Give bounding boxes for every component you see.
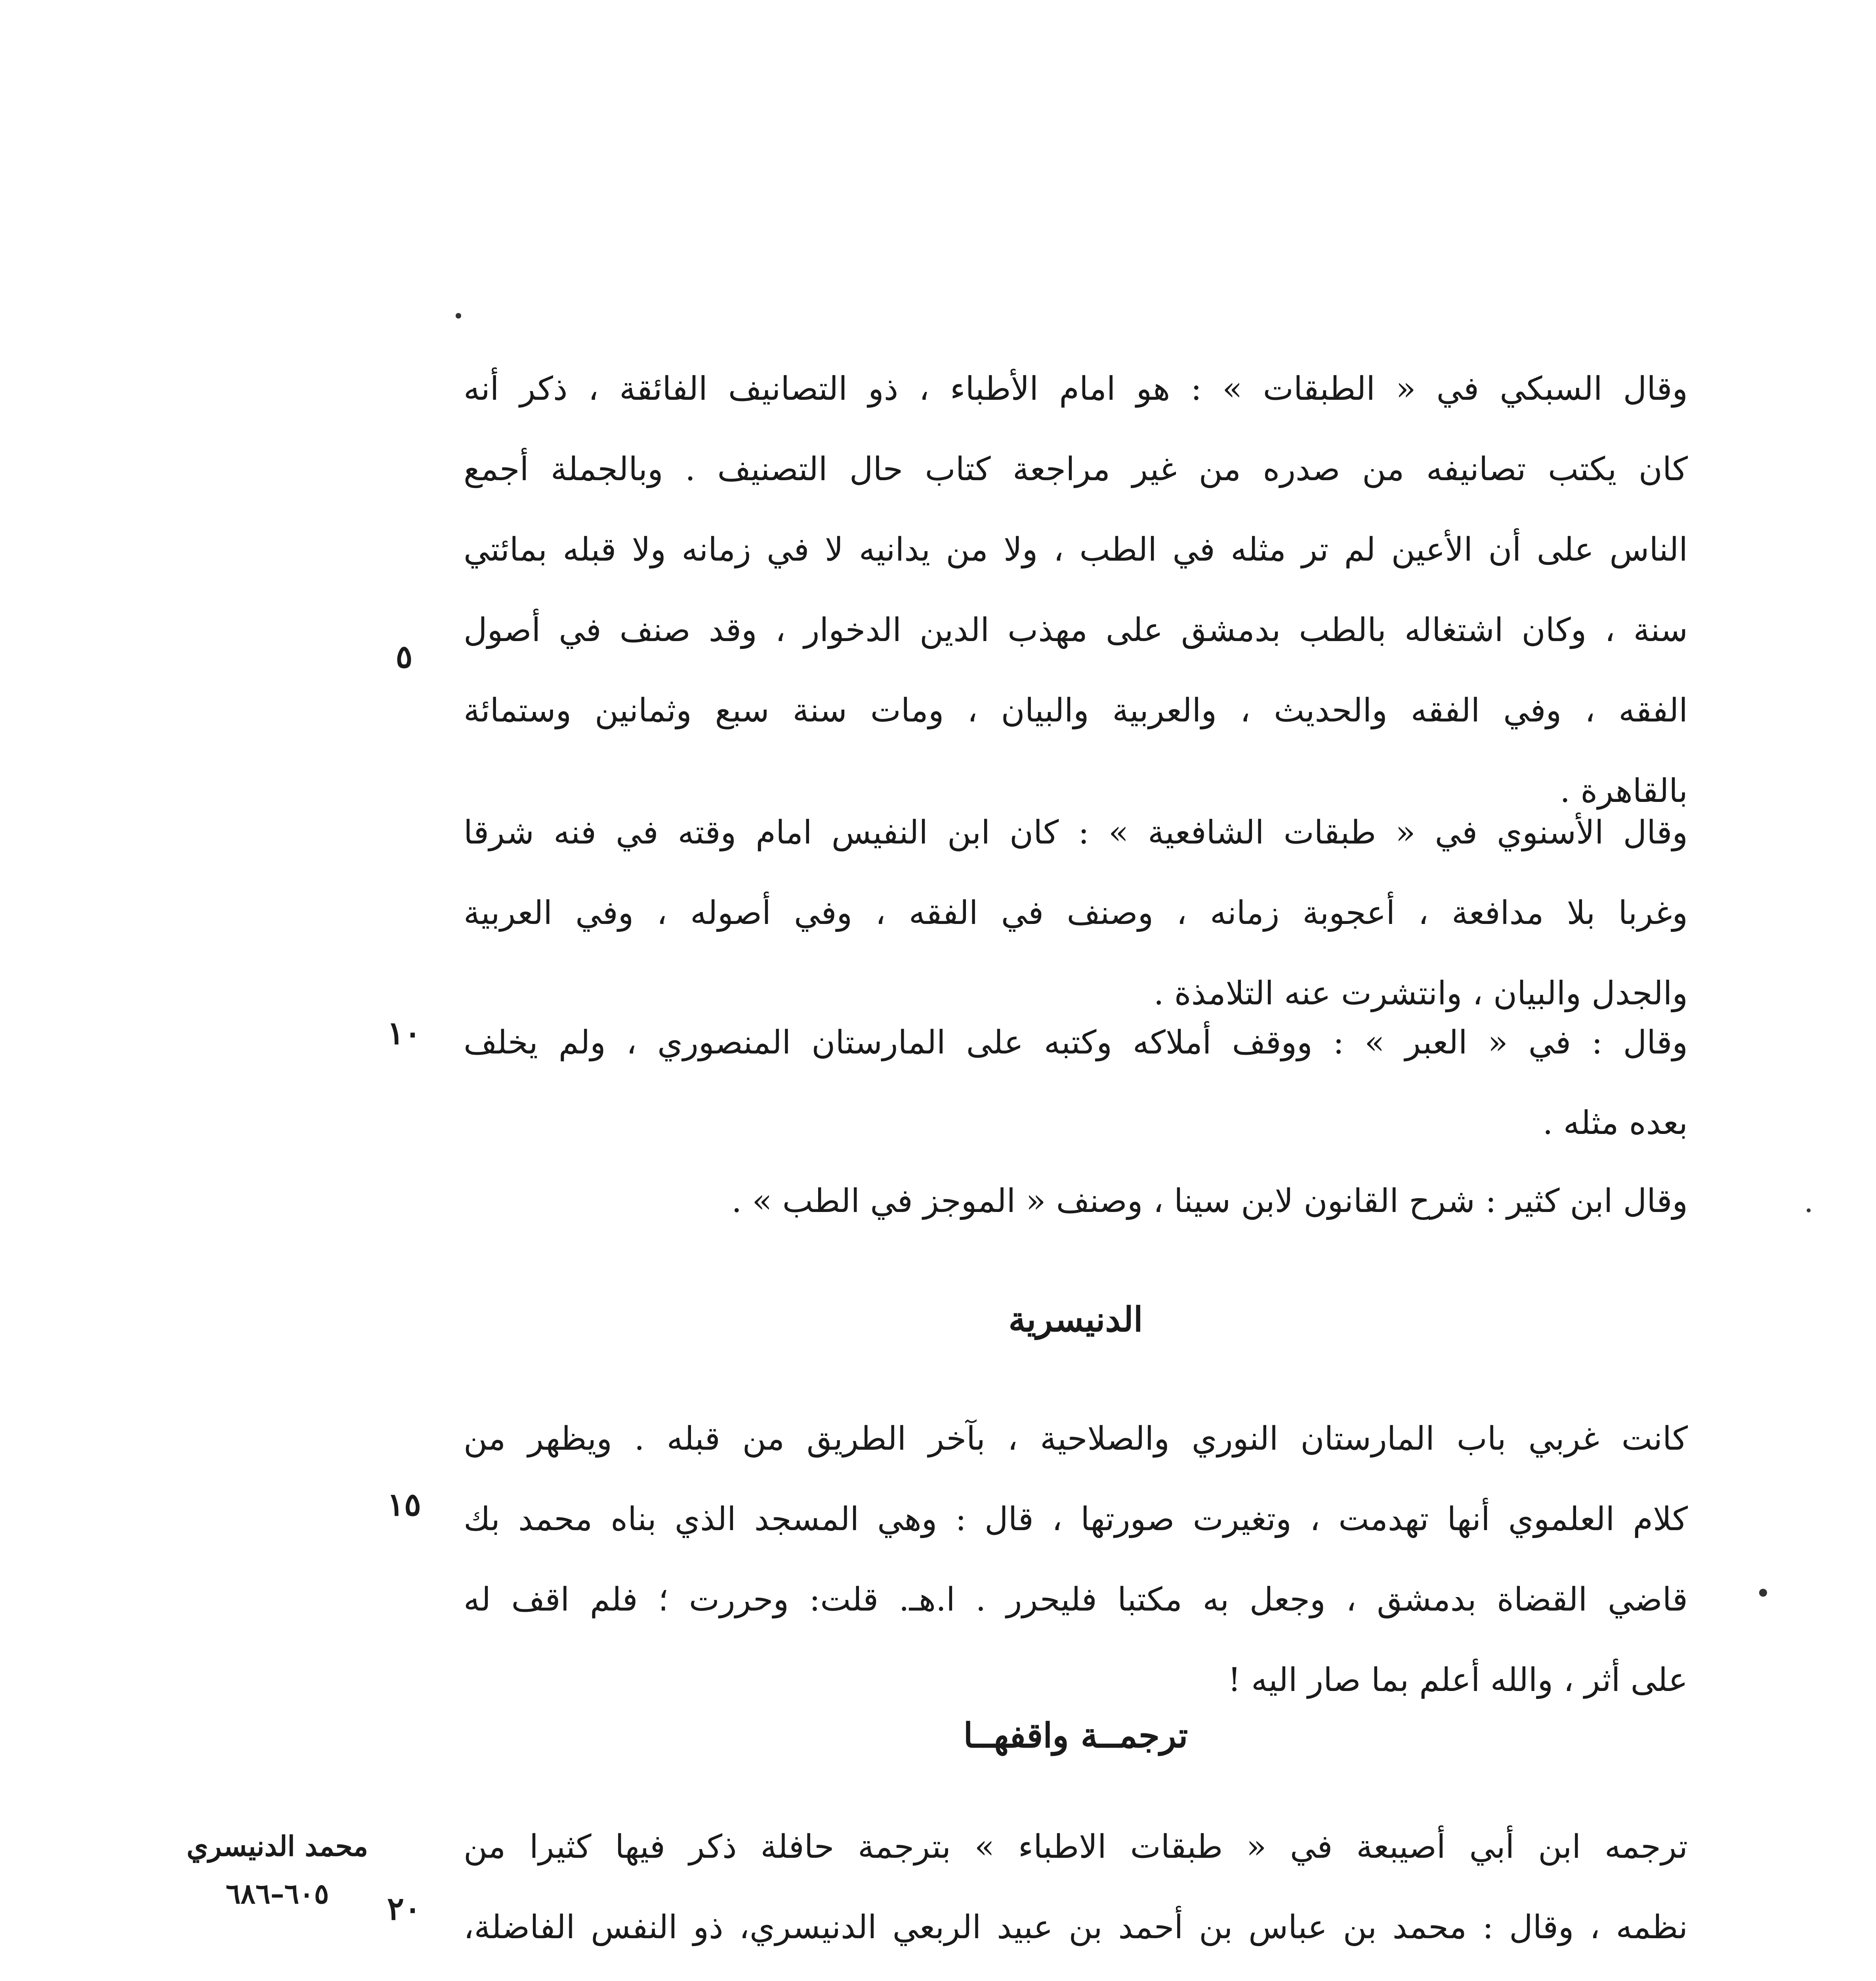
text-line: والجدل والبيان ، وانتشرت عنه التلامذة . [1153, 975, 1688, 1012]
text-line: على أثر ، والله أعلم بما صار اليه ! [1227, 1661, 1688, 1699]
line-number: ١٥ [387, 1486, 421, 1523]
text-line: وغربا بلا مدافعة ، أعجوبة زمانه ، وصنف في الفقه ، وفي أصوله ، وفي العربية [464, 894, 1688, 932]
paragraph-founder-bio [464, 1807, 1688, 1981]
text-line: كانت غربي باب المارستان النوري والصلاحية ، بآخر الطريق من قبله . ويظهر من [464, 1420, 1688, 1458]
text-line: بعده مثله . [1542, 1104, 1688, 1142]
margin-note [174, 1823, 380, 1918]
margin-note-dates: ٦٠٥–٦٨٦ [225, 1877, 329, 1910]
text-line: بالقاهرة . [1560, 772, 1688, 810]
text-line: ترجمه ابن أبي أصيبعة في « طبقات الاطباء » بترجمة حافلة ذكر فيها كثيرا من [464, 1828, 1688, 1866]
text-line: وقال : في « العبر » : ووقف أملاكه وكتبه على المارستان المنصوري ، ولم يخلف [464, 1024, 1688, 1061]
line-number: ٥ [395, 638, 413, 675]
scan-speck [1807, 1208, 1811, 1212]
section-heading-founder-bio: ترجمــة واقفهــا [963, 1716, 1188, 1756]
paragraph-dunaysiriyya [464, 1399, 1688, 1720]
line-number: ١٠ [387, 1014, 421, 1052]
text-line: سنة ، وكان اشتغاله بالطب بدمشق على مهذب الدين الدخوار ، وقد صنف في أصول [464, 611, 1688, 649]
scan-speck [456, 313, 461, 319]
paragraph-ibn-kathir [464, 1161, 1688, 1241]
margin-note-name: محمد الدنيسري [186, 1830, 368, 1863]
text-line: كان يكتب تصانيفه من صدره من غير مراجعة كتاب حال التصنيف . وبالجملة أجمع [464, 450, 1688, 488]
text-line: كلام العلموي أنها تهدمت ، وتغيرت صورتها ، قال : وهي المسجد الذي بناه محمد بك [464, 1500, 1688, 1538]
section-heading-dunaysiriyya: الدنيسرية [1008, 1300, 1143, 1340]
text-line [464, 1968, 1688, 1981]
line-number: ٢٠ [387, 1890, 421, 1927]
paragraph-asnawi [464, 792, 1688, 1034]
text-line: وقال السبكي في « الطبقات » : هو امام الأطباء ، ذو التصانيف الفائقة ، ذكر أنه [464, 370, 1688, 408]
text-line: وقال الأسنوي في « طبقات الشافعية » : كان ابن النفيس امام وقته في فنه شرقا [464, 814, 1688, 851]
paragraph-ibar [464, 1002, 1688, 1163]
text-line: نظمه ، وقال : محمد بن عباس بن أحمد بن عبيد الربعي الدنيسري، ذو النفس الفاضلة، [464, 1908, 1688, 1946]
text-line: قاضي القضاة بدمشق ، وجعل به مكتبا فليحرر . ا.هـ. قلت: وحررت ؛ فلم اقف له [464, 1581, 1688, 1618]
paragraph-subki [464, 349, 1688, 831]
text-line: الناس على أن الأعين لم تر مثله في الطب ، ولا من يدانيه لا في زمانه ولا قبله بمائتي [464, 531, 1688, 569]
scan-speck [1759, 1589, 1767, 1597]
text-line: وقال ابن كثير : شرح القانون لابن سينا ، وصنف « الموجز في الطب » . [731, 1182, 1688, 1220]
text-line: الفقه ، وفي الفقه والحديث ، والعربية والبيان ، ومات سنة سبع وثمانين وستمائة [464, 692, 1688, 729]
